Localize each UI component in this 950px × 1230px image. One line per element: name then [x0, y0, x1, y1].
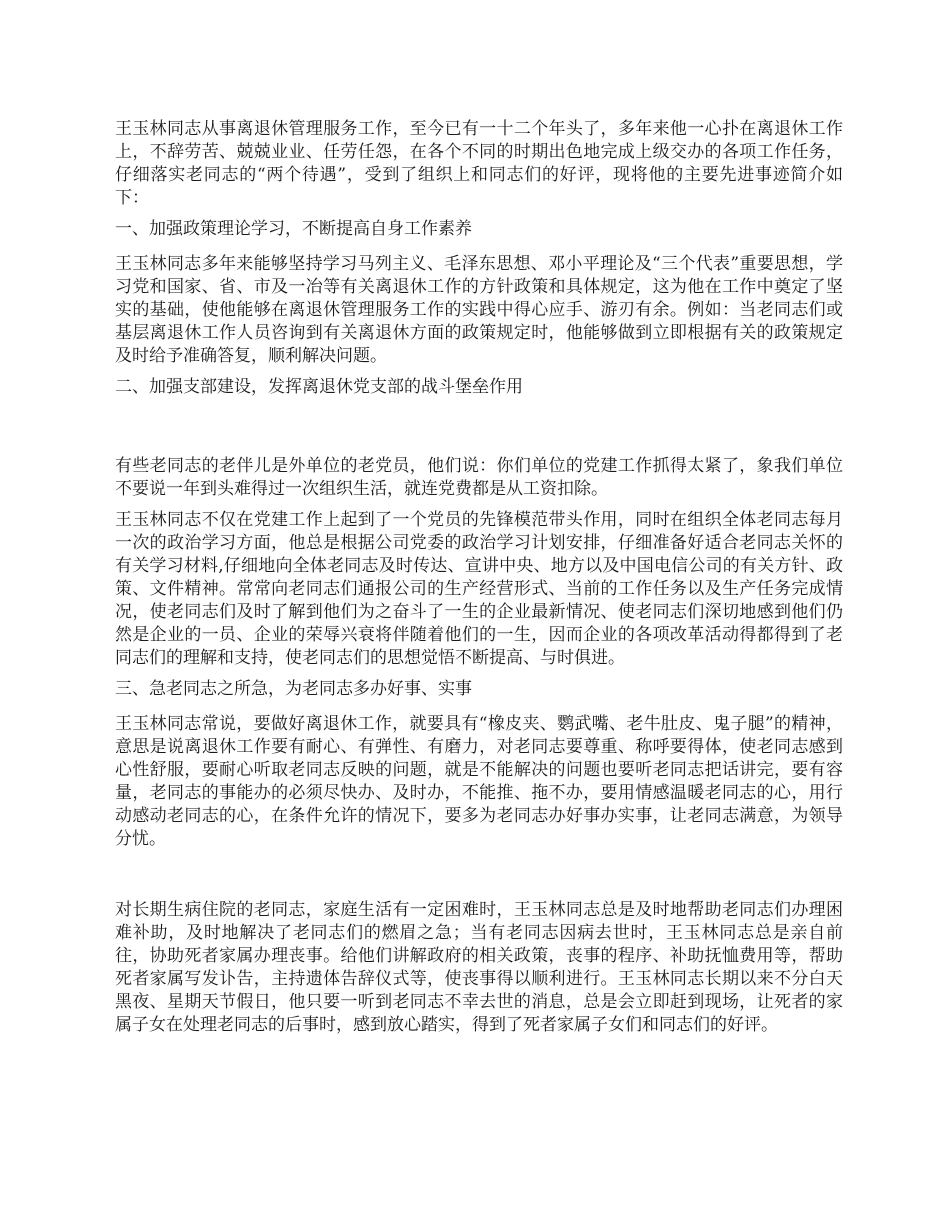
document-body [115, 118, 843, 1045]
section1-heading: 一、加强政策理论学习，不断提高自身工作素养 [115, 219, 472, 239]
section2-paragraph-2: 王玉林同志不仅在党建工作上起到了一个党员的先锋模范带头作用，同时在组织全体老同志每月一次的政治学习方面，他总是根据公司党委的政治学习计划安排，仔细准备好适合老同志关怀的有关学习材料,仔细地向全体老同志及时传达、宣讲中央、地方以及中国电信公司的有关方针、政策、文件精神。常常向老同志们通报公司的生产经营形式、当前的工作任务以及生产任务完成情况，使老同志们及时了解到他们为之奋斗了一生的企业最新情况、使老同志们深切地感到他们仍然是企业的一员、企业的荣辱兴衰将伴随着他们的一生，因而企业的各项改革活动得都得到了老同志们的理解和支持，使老同志们的思想觉悟不断提高、与时俱进。 [115, 510, 843, 668]
intro-paragraph: 王玉林同志从事离退休管理服务工作，至今已有一十二个年头了，多年来他一心扑在离退休工作上，不辞劳苦、兢兢业业、任劳任怨，在各个不同的时期出色地完成上级交办的各项工作任务，仔细落实老同志的“两个待遇”，受到了组织上和同志们的好评，现将他的主要先进事迹简介如下： [115, 119, 843, 208]
section3-paragraph-1: 王玉林同志常说，要做好离退休工作，就要具有“橡皮夹、鹦武嘴、老牛肚皮、鬼子腿”的精神，意思是说离退休工作要有耐心、有弹性、有磨力，对老同志要尊重、称呼要得体，使老同志感到心性舒服，要耐心听取老同志反映的问题，就是不能解决的问题也要听老同志把话讲完，要有容量，老同志的事能办的必须尽快办、及时办，不能推、拖不办，要用情感温暖老同志的心，用行动感动老同志的心，在条件允许的情况下，要多为老同志办好事办实事，让老同志满意，为领导分忧。 [115, 714, 843, 849]
blank-space [115, 411, 843, 455]
blank-space [115, 859, 843, 899]
section3-heading: 三、急老同志之所急，为老同志多办好事、实事 [115, 679, 472, 699]
section2-paragraph-1: 有些老同志的老伴儿是外单位的老党员，他们说：你们单位的党建工作抓得太紧了，象我们单位不要说一年到头难得过一次组织生活，就连党费都是从工资扣除。 [115, 456, 843, 499]
section3-paragraph-2: 对长期生病住院的老同志，家庭生活有一定困难时，王玉林同志总是及时地帮助老同志们办理困难补助，及时地解决了老同志们的燃眉之急；当有老同志因病去世时，王玉林同志总是亲自前往，协助死者家属办理丧事。给他们讲解政府的相关政策，丧事的程序、补助抚恤费用等，帮助死者家属写发讣告，主持遗体告辞仪式等，使丧事得以顺利进行。王玉林同志长期以来不分白天黑夜、星期天节假日，他只要一听到老同志不幸去世的消息，总是会立即赶到现场，让死者的家属子女在处理老同志的后事时，感到放心踏实，得到了死者家属子女们和同志们的好评。 [115, 900, 843, 1035]
section1-paragraph: 王玉林同志多年来能够坚持学习马列主义、毛泽东思想、邓小平理论及“三个代表”重要思想，学习党和国家、省、市及一冶等有关离退休工作的方针政策和具体规定，这为他在工作中奠定了坚实的基础，使他能够在离退休管理服务工作的实践中得心应手、游刃有余。例如：当老同志们或基层离退休工作人员咨询到有关离退休方面的政策规定时，他能够做到立即根据有关的政策规定及时给予准确答复，顺利解决问题。 [115, 254, 843, 366]
section2-heading: 二、加强支部建设，发挥离退休党支部的战斗堡垒作用 [115, 377, 523, 397]
